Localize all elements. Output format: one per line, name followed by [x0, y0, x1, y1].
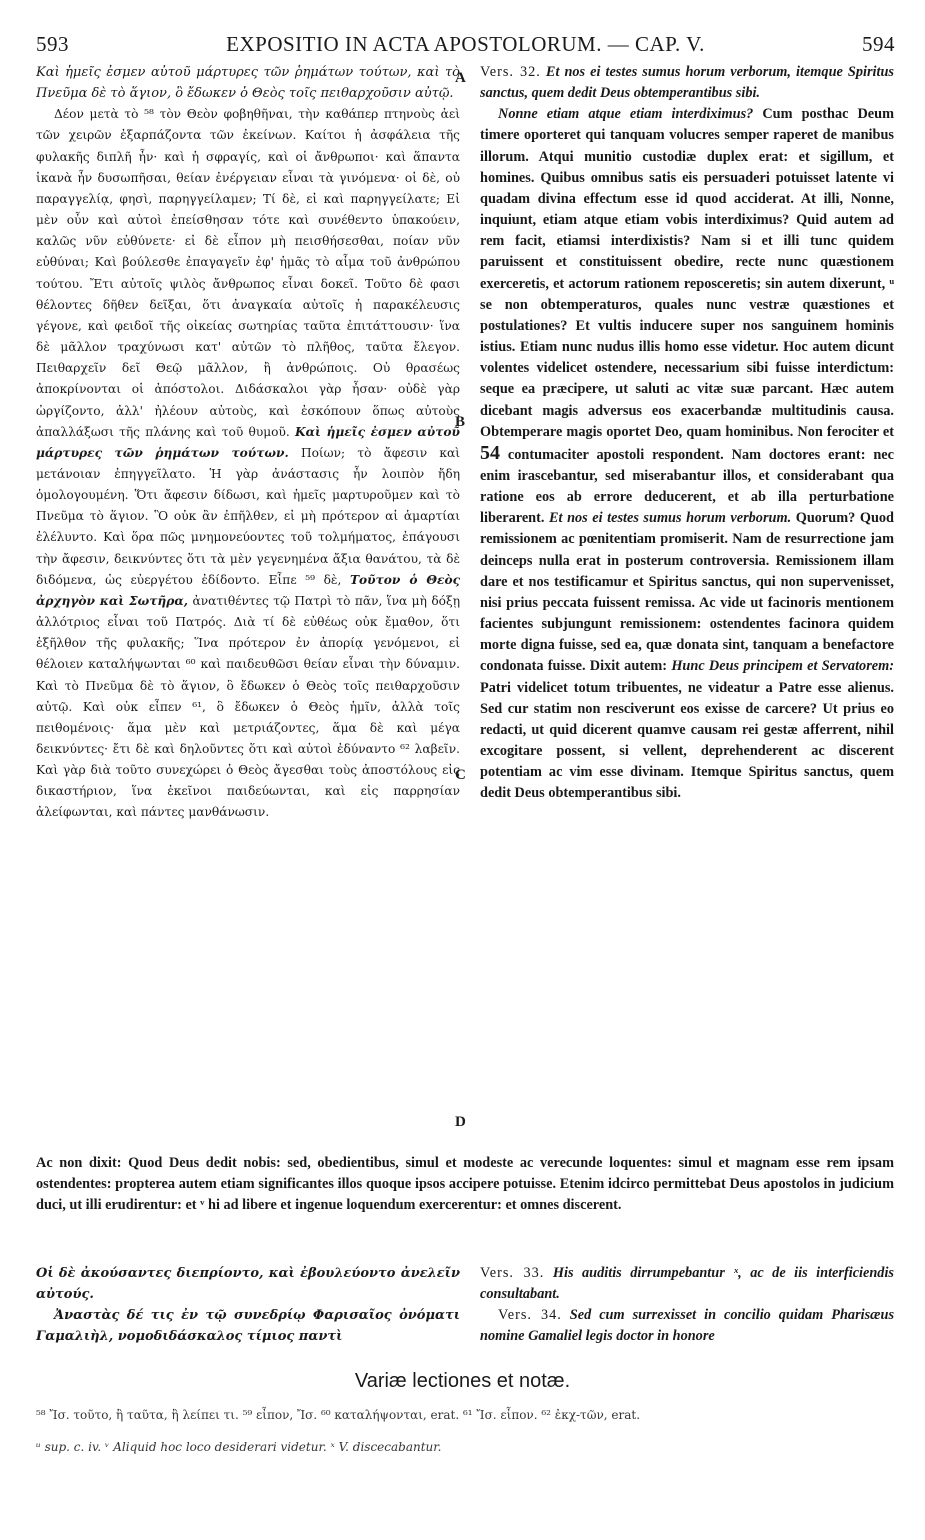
greek-commentary-3: ἀνατιθέντες τῷ Πατρὶ τὸ πᾶν, ἵνα μὴ δόξῃ ἀλλότριος εἶναι τοῦ Πατρός. Διὰ τί δὲ εὐθέως οὐκ ἔμαθον, ὅτι ἐξῆλθον τῆς φυλακῆς; Ἵνα πρότερον ἐν ἀπορίᾳ γενόμενοι, εἰ θέλοιεν καταλήψωνται ⁶⁰ καὶ παιδευθῶσι θείαν εἶναι τὴν δύναμιν. Καὶ τὸ Πνεῦμα δὲ τὸ ἅγιον, ὃ ἔδωκεν ὁ Θεὸς τοῖς πειθαρχοῦσιν αὐτῷ. Καὶ οὐκ εἶπεν ⁶¹, ὃ ἔδωκεν ὁ Θεὸς ἡμῖν, ἀλλὰ τοῖς πειθομένοις· ἅμα μὲν καὶ μετριάζοντες, ἅμα δὲ καὶ μέγα δεικνύντες· ἔτι δὲ καὶ δηλοῦντες ὅτι καὶ αὐτοὶ ἐδύναντο ⁶² λαβεῖν. Καὶ γὰρ διὰ τοῦτο συνεχώρει ὁ Θεὸς ἄγεσθαι τοὺς ἀποστόλους εἰς δικαστήριον, ἵνα ἐκεῖνοι παιδεύωνται, καὶ εἰς παρρησίαν ἀλείφωνται, καὶ πάντες μανθάνωσιν. [36, 593, 460, 820]
latin-commentary: Cum posthac Deum timere oporteret qui tanquam volucres semper raperet de manibus illorum. Atqui munitio custodiæ duplex erat: et sigillum, et homines. Quibus omnibus satis eis persuaderi potuisset latente vi quadam divina effectum esse id quod acciderat. At illi, Nonne, inquiunt, etiam atque etiam vobis interdiximus? Quid autem ad rem facit, etiamsi interdixistis? Nam si et illi tunc quidem paruissent et constituissent obedire, recte nunc quæstionem exerceretis, et actorum rationem reposceretis; sin autem dixerunt, ᵘ se non obtemperaturos, quales nunc vestræ quæstiones et postulationes? Et vultis inducere super nos sanguinem hominis istius. Etiam nunc nudus illis homo esse videtur. Hoc autem dicunt volentes videlicet ostendere, necessarium sibi fuisse interdictum: seque ea præcipere, ut saluti ac vitæ suæ parcant. Hæc autem dicebant magis adversus eos exacerbandæ multitudinis causa. Obtemperare magis oportet Deo, quam hominibus. Non ferociter et [480, 106, 894, 440]
latin-commentary-2: Quorum? Quod remissionem ac pœnitentiam promiserit. Nam de resurrectione jam deinceps nulla erat in posterum controversia. Remissionem illam dare et nos testificamur et Spiritus sanctus, qui non supervenisset, nisi prius peccata fuissent remissa. Ac vide ut facinoris mentionem facientes subjungunt remissionem: ostendentes facinora quidem morte digna fuisse, sed ea, quæ donata sint, tanquam a benefactore condonata fuisse. Dixit autem: [480, 510, 894, 675]
margin-marker-a: A [455, 70, 466, 86]
verse-label: Vers. 32. [480, 64, 541, 80]
greek-bottom-column [36, 1263, 460, 1348]
verse-label-33: Vers. 33. [480, 1265, 545, 1281]
latin-verse-34: Sed cum surrexisset in concilio quidam Pharisæus nomine Gamaliel legis doctor in honore [480, 1307, 895, 1345]
latin-commentary-3: Patri videlicet totum tribuentes, ne videatur a Patre esse alienus. Sed cur statim non resciverunt eos exisse de carcere? Ut prius eo redacti, ut quid dicerent quamve causam rei gestæ afferrent, nihil excogitare possent, si vellent, deprehenderent ac discerent potentiam ac vim esse divinam. Itemque Spiritus sanctus, quem dedit Deus obtemperantibus sibi. [480, 679, 894, 802]
footnote-line-greek: ⁵⁸ Ἴσ. τοῦτο, ἢ ταῦτα, ἢ λείπει τι. ⁵⁹ εἶπον, Ἴσ. ⁶⁰ καταλήψονται, erat. ⁶¹ Ἴσ. εἶπον. ⁶² ἐκχ-τῶν, erat. [36, 1408, 641, 1422]
greek-verse-ref: Καὶ ἡμεῖς ἐσμεν αὐτοῦ μάρτυρες τῶν ῥημάτων τούτων. [36, 424, 460, 460]
greek-column [36, 62, 460, 1152]
verse-label-34: Vers. 34. [498, 1307, 562, 1324]
margin-marker-d: D [455, 1114, 466, 1130]
greek-commentary-2: Ποίων; τὸ ἄφεσιν καὶ μετάνοιαν ἐπηγγεῖλατο. Ἡ γὰρ ἀνάστασις ἦν λοιπὸν ἤδη ὁμολογουμένη. Ὅτι ἄφεσιν δίδωσι, καὶ ἡμεῖς μαρτυροῦμεν καὶ τὸ Πνεῦμα τὸ ἅγιον. Ὃ οὐκ ἂν ἐπῆλθεν, εἰ μὴ πρότερον αἱ ἁμαρτίαι ἐλέλυντο. Καὶ ὅρα πῶς μνημονεύοντες τοῦ τολμήματος, ἐπάγουσι τὴν ἄφεσιν, δεικνύντες ὅτι τὰ μὲν γεγενημένα ἄξια θανάτου, τὰ δὲ διδόμενα, ὡς εὐεργέτου ἐδίδοντο. Εἶπε ⁵⁹ δὲ, [36, 445, 460, 587]
footnote-line-latin: ᵘ sup. c. iv. ᵛ Aliquid hoc loco desiderari videtur. ˣ V. discecabantur. [36, 1440, 442, 1454]
latin-verse-lead: Et nos ei testes sumus horum verborum, itemque Spiritus sanctus, quem dedit Deus obtemperantibus sibi. [480, 64, 894, 102]
greek-verse-ref-2: Τοῦτον ὁ Θεὸς ἀρχηγὸν καὶ Σωτῆρα, [36, 572, 460, 608]
footnotes [36, 1405, 894, 1469]
running-title: EXPOSITIO IN ACTA APOSTOLORUM. — CAP. V. [226, 32, 705, 56]
page-number-right: 594 [862, 32, 895, 56]
latin-verse-ref: Et nos ei testes sumus horum verborum. [549, 510, 792, 527]
margin-marker-c: C [455, 767, 466, 783]
running-header [36, 32, 895, 58]
latin-question: Nonne etiam atque etiam interdiximus? [498, 106, 754, 123]
margin-marker-b: B [455, 414, 466, 430]
notes-heading: Variæ lectiones et notæ. [354, 1370, 571, 1392]
latin-verse-33: His auditis dirrumpebantur ˣ, ac de iis interficiendis consultabant. [480, 1265, 894, 1303]
page-number-left: 593 [36, 32, 69, 56]
greek-verse-lead: Καὶ ἡμεῖς ἐσμεν αὐτοῦ μάρτυρες τῶν ῥημάτων τούτων, καὶ τὸ Πνεῦμα δὲ τὸ ἅγιον, ὃ ἔδωκεν ὁ Θεὸς τοῖς πειθαρχοῦσιν αὐτῷ. [36, 65, 460, 102]
greek-verse-33: Οἱ δὲ ἀκούσαντες διεπρίοντο, καὶ ἐβουλεύοντο ἀνελεῖν αὐτούς. [36, 1266, 460, 1303]
latin-commentary-b: contumaciter apostoli respondent. Nam doctores erant: nec enim irascebantur, sed miserabantur illos, et considerabant qua ratione eos ab errore deducerent, et ab illa perturbatione liberarent. [480, 446, 894, 527]
column-number: 54 [480, 441, 500, 464]
margin-markers [455, 62, 477, 1162]
latin-column [480, 62, 894, 1152]
full-width-paragraph: Ac non dixit: Quod Deus dedit nobis: sed, obedientibus, simul et modeste ac verecunde loquentes: simul et magnam esse rem ipsam ostendentes: propterea autem etiam significantes illos quoque ipsos accipere potuisse. Etenim idcirco permittebat Deus apostolos in judicium duci, ut illi erudirentur: et ᵛ hi ad libere et ingenue loquendum exercerentur: et omnes discerent. [36, 1155, 894, 1214]
greek-commentary: Δέον μετὰ τὸ ⁵⁸ τὸν Θεὸν φοβηθῆναι, τὴν καθάπερ πτηνοὺς ἀεὶ τῶν χειρῶν ἐξαρπάζοντα τῶν ἐκείνων. Καίτοι ἡ ἀσφάλεια τῆς φυλακῆς διπλῆ ἦν· καὶ ἡ σφραγίς, καὶ οἱ ἄνθρωποι· καὶ ἅπαντα ἱκανὰ ἦν δυσωπῆσαι, θείαν ἐνέργειαν εἶναι τὰ γινόμενα· οἱ δὲ, οὐ παραγγελίᾳ, φησὶ, παρηγγείλαμεν; Τί δὲ, εἰ καὶ παρηγγείλατε; Εἰ μὲν οὖν καὶ αὐτοὶ ἐπείσθησαν τότε καὶ συνέθεντο ὑπακούειν, καλῶς νῦν εὐθύνετε· εἰ δὲ εἶπον μὴ πεισθήσεσθαι, ποίαν νῦν εὐθύναι; Καὶ βούλεσθε ἐπαγαγεῖν ἐφ' ἡμᾶς τὸ αἷμα τοῦ ἀνθρώπου τούτου. Ἔτι αὐτοῖς ψιλὸς ἄνθρωπος εἶναι δοκεῖ. Τοῦτο δὲ φασι θέλοντες δῆθεν δεῖξαι, ὅτι ἀναγκαία αὐτοῖς ἡ παρακέλευσις γέγονε, καὶ φειδοῖ τῆς οἰκείας σωτηρίας ταῦτα ἐπιτάττουσιν· ἵνα δὲ μᾶλλον τραχύνωσι κατ' αὐτῶν τὸ πλῆθος, ταῦτα ἔλεγον. Πειθαρχεῖν δεῖ Θεῷ μᾶλλον, ἢ ἀνθρώποις. Οὐ θρασέως ἀποκρίνονται οἱ ἀπόστολοι. Διδάσκαλοι γὰρ ἦσαν· οὐδὲ γὰρ ὠργίζοντο, ἀλλ' ἠλέουν αὐτοὺς, καὶ ἐσκόπουν ὅπως αὐτοὺς ἀπαλλάξωσι τῆς πλάνης καὶ τοῦ θυμοῦ. [36, 107, 460, 439]
latin-bottom-column [480, 1263, 894, 1348]
greek-verse-34: Ἀναστὰς δέ τις ἐν τῷ συνεδρίῳ Φαρισαῖος ὀνόματι Γαμαλιὴλ, νομοδιδάσκαλος τίμιος παντὶ [36, 1308, 460, 1345]
latin-verse-ref-2: Hunc Deus principem et Servatorem: [671, 658, 894, 675]
